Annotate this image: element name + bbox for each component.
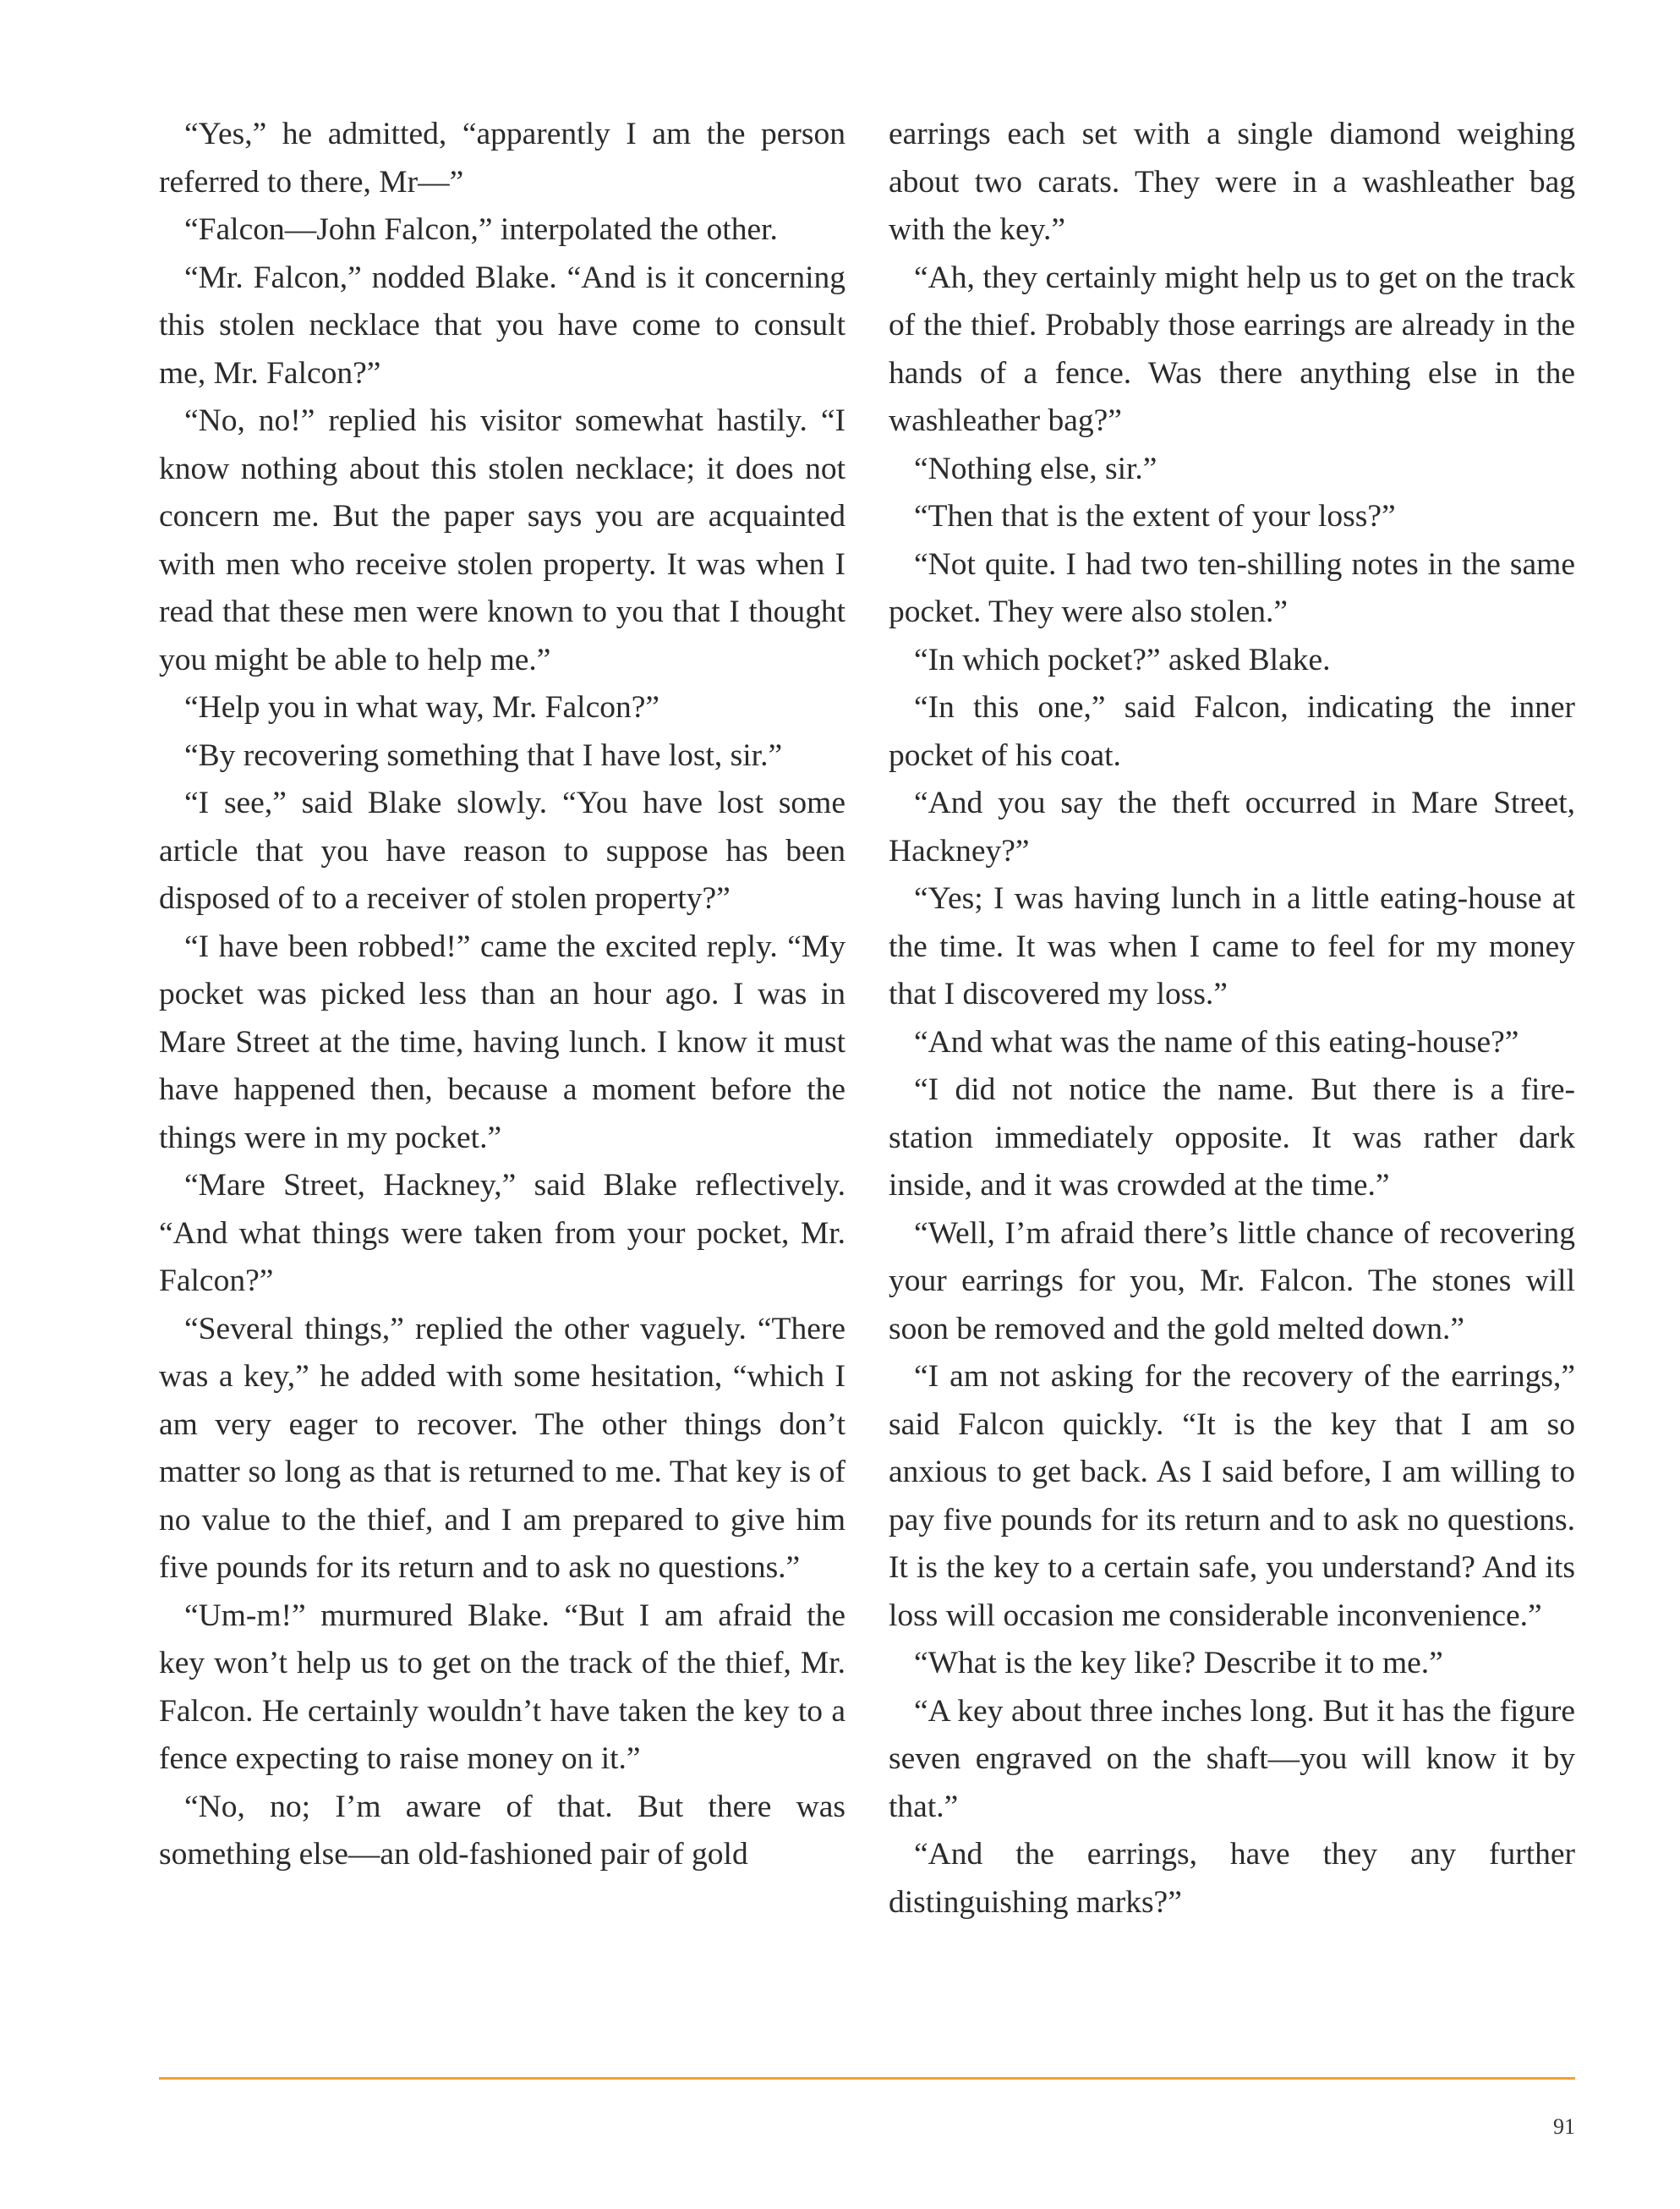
- paragraph: “I see,” said Blake slowly. “You have lost some article that you have reason to suppose has been disposed of to a receiver of stolen property?”: [159, 786, 845, 916]
- paragraph: “Nothing else, sir.”: [914, 451, 1157, 486]
- paragraph: “Then that is the extent of your loss?”: [914, 499, 1396, 534]
- paragraph: “Mare Street, Hackney,” said Blake reflectively. “And what things were taken from your pocket, Mr. Falcon?”: [159, 1168, 845, 1298]
- paragraph: “Ah, they certainly might help us to get on the track of the thief. Probably those earrings are already in the hands of a fence. Was there anything else in the washleather bag?”: [889, 260, 1575, 438]
- continued-paragraph: earrings each set with a single diamond weighing about two carats. They were in a washleather bag with the key.”: [889, 117, 1575, 247]
- paragraph: “In which pocket?” asked Blake.: [914, 642, 1331, 677]
- paragraph: “I did not notice the name. But there is a fire-station immediately opposite. It was rather dark inside, and it was crowded at the time.”: [889, 1072, 1575, 1203]
- paragraph: “By recovering something that I have lost, sir.”: [184, 737, 783, 773]
- paragraph: “Um-m!” murmured Blake. “But I am afraid the key won’t help us to get on the track of the thief, Mr. Falcon. He certainly wouldn’t have taken the key to a fence expecting to raise money on it.”: [159, 1598, 845, 1776]
- paragraph: “A key about three inches long. But it has the figure seven engraved on the shaft—you will know it by that.”: [889, 1693, 1575, 1824]
- paragraph: “And you say the theft occurred in Mare Street, Hackney?”: [889, 786, 1575, 869]
- paragraph: “Mr. Falcon,” nodded Blake. “And is it concerning this stolen necklace that you have come to consult me, Mr. Falcon?”: [159, 260, 845, 391]
- paragraph: “In this one,” said Falcon, indicating the inner pocket of his coat.: [889, 690, 1575, 773]
- paragraph: “I am not asking for the recovery of the earrings,” said Falcon quickly. “It is the key that I am so anxious to get back. As I said before, I am willing to pay five pounds for its return and to ask no questions. It is the key to a certain safe, you understand? And its loss will occasion me considerable inconvenience.”: [889, 1359, 1575, 1633]
- paragraph: “What is the key like? Describe it to me.”: [914, 1646, 1443, 1680]
- paragraph: “And what was the name of this eating-house?”: [914, 1024, 1519, 1060]
- paragraph: “No, no!” replied his visitor somewhat hastily. “I know nothing about this stolen necklace; it does not concern me. But the paper says you are acquainted with men who receive stolen property. It was when I read that these men were known to you that I thought you might be able to help me.”: [159, 403, 845, 677]
- page-number: 91: [1553, 2114, 1575, 2139]
- right-text-column: [889, 111, 1575, 1927]
- paragraph: “Yes,” he admitted, “apparently I am the person referred to there, Mr—”: [159, 117, 845, 200]
- paragraph: “Yes; I was having lunch in a little eating-house at the time. It was when I came to feel for my money that I discovered my loss.”: [889, 881, 1575, 1011]
- paragraph: “Several things,” replied the other vaguely. “There was a key,” he added with some hesitation, “which I am very eager to recover. The other things don’t matter so long as that is returned to me. That key is of no value to the thief, and I am prepared to give him five pounds for its return and to ask no questions.”: [159, 1311, 845, 1585]
- left-text-column: [159, 111, 845, 1879]
- paragraph: “Well, I’m afraid there’s little chance of recovering your earrings for you, Mr. Falcon. The stones will soon be removed and the gold melted down.”: [889, 1215, 1575, 1346]
- paragraph: “No, no; I’m aware of that. But there was something else—an old-fashioned pair of gold: [159, 1789, 845, 1872]
- paragraph: “Not quite. I had two ten-shilling notes in the same pocket. They were also stolen.”: [889, 546, 1575, 629]
- paragraph: “And the earrings, have they any further distinguishing marks?”: [889, 1837, 1575, 1920]
- paragraph: “Help you in what way, Mr. Falcon?”: [184, 690, 660, 725]
- footer-divider: [159, 2077, 1575, 2080]
- paragraph: “I have been robbed!” came the excited reply. “My pocket was picked less than an hour ago. I was in Mare Street at the time, having lunch. I know it must have happened then, because a moment before the things were in my pocket.”: [159, 929, 845, 1155]
- paragraph: “Falcon—John Falcon,” interpolated the other.: [184, 212, 778, 247]
